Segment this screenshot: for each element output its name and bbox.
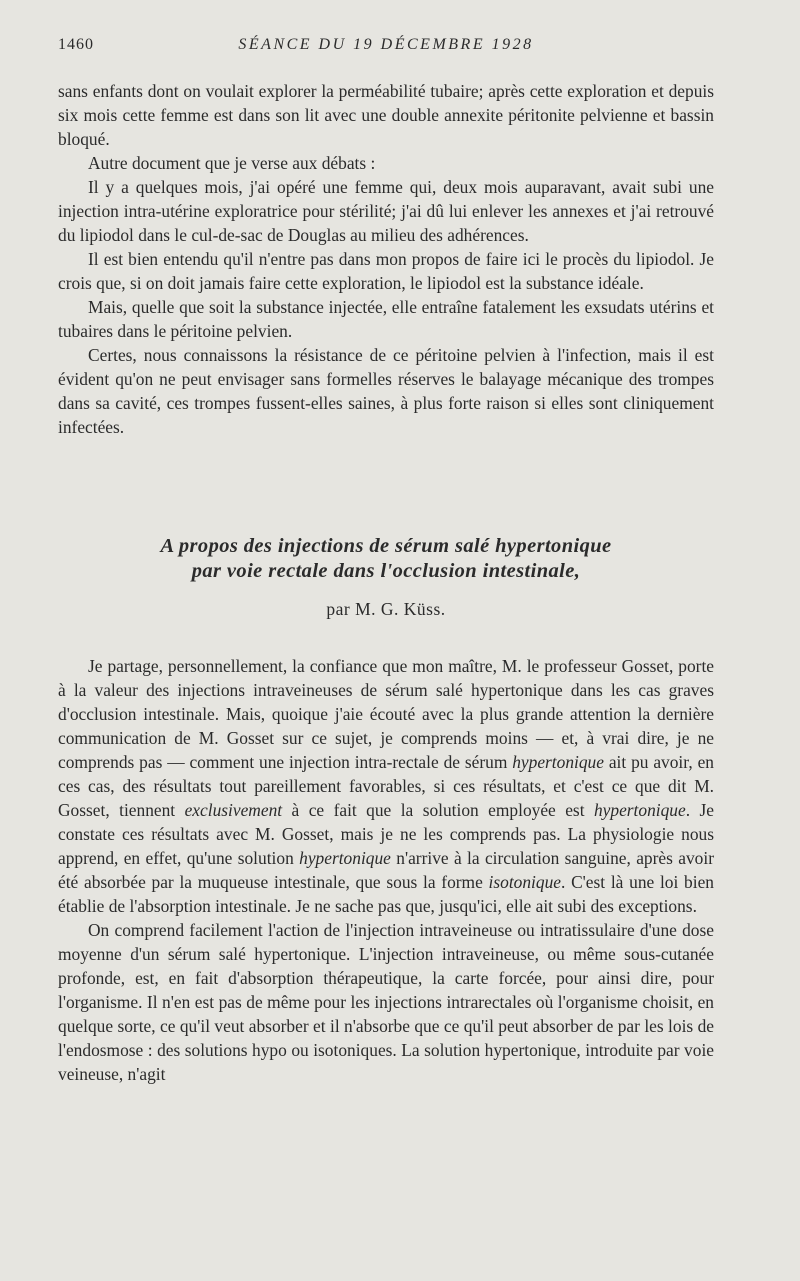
text-run: ait pu avoir, en ces cas, des résultats tout pareillement favorables, si ces résultats, et c'est ce que dit M. Gosset, tiennent	[58, 752, 714, 820]
paragraph: On comprend facilement l'action de l'injection intraveineuse ou intratissulaire d'une dose moyenne d'un sérum salé hypertonique. L'injection intraveineuse, ou même sous-cutanée profonde, est, en fait d'absorption thérapeutique, la carte forcée, pour ainsi dire, pour l'organisme. Il n'en est pas de même pour les injections intrarectales où l'organisme choisit, en quelque sorte, ce qu'il veut absorber et il n'absorbe que ce qu'il peut absorber de par les lois de l'endosmose : des solutions hypo ou isotoniques. La solution hypertonique, introduite par voie veineuse, n'agit	[58, 920, 714, 1084]
text-run: à ce fait que la solution employée est	[282, 800, 594, 820]
text-run: n'arrive à la circulation sanguine, après avoir été absorbée par la muqueuse intestinale, que sous la forme	[58, 848, 714, 892]
article-byline: par M. G. Küss.	[326, 599, 446, 619]
page-header	[58, 36, 714, 58]
emphasis: hypertonique	[593, 800, 686, 820]
article-body	[58, 654, 714, 1086]
article-title-line: A propos des injections de sérum salé hypertonique	[160, 535, 612, 557]
paragraph: Autre document que je verse aux débats :	[88, 153, 376, 173]
article-title-line: par voie rectale dans l'occlusion intestinale,	[191, 560, 581, 582]
paragraph: Il y a quelques mois, j'ai opéré une femme qui, deux mois auparavant, avait subi une injection intra-utérine exploratrice pour stérilité; j'ai dû lui enlever les annexes et j'ai retrouvé du lipiodol dans le cul-de-sac de Douglas au milieu des adhérences.	[58, 177, 714, 245]
paragraph: sans enfants dont on voulait explorer la perméabilité tubaire; après cette exploration et depuis six mois cette femme est dans son lit avec une double annexite péritonite pelvienne et bassin bloqué.	[58, 81, 714, 149]
text-run: Je partage, personnellement, la confiance que mon maître, M. le professeur Gosset, porte à la valeur des injections intraveineuses de sérum salé hypertonique dans les cas graves d'occlusion intestinale. Mais, quoique j'aie écouté avec la plus grande attention la dernière communication de M. Gosset sur ce sujet, je comprends moins — et, à vrai dire, je ne comprends pas — comment une injection intra-rectale de sérum	[58, 656, 714, 772]
text-run: . Je constate ces résultats avec M. Gosset, mais je ne les comprends pas. La physiologie nous apprend, en effet, qu'une solution	[58, 800, 714, 868]
running-title: SÉANCE DU 19 DÉCEMBRE 1928	[238, 36, 534, 53]
emphasis: hypertonique	[299, 848, 391, 868]
previous-section-text	[58, 79, 714, 439]
paragraph: Certes, nous connaissons la résistance de ce péritoine pelvien à l'infection, mais il est évident qu'on ne peut envisager sans formelles réserves le balayage mécanique des trompes dans sa cavité, ces trompes fussent-elles saines, à plus forte raison si elles sont cliniquement infectées.	[58, 345, 714, 437]
page-number: 1460	[58, 36, 94, 53]
emphasis: exclusivement	[184, 800, 283, 820]
emphasis: isotonique	[488, 872, 561, 892]
paragraph: Mais, quelle que soit la substance injectée, elle entraîne fatalement les exsudats utérins et tubaires dans le péritoine pelvien.	[58, 297, 714, 341]
emphasis: hypertonique	[512, 752, 604, 772]
paragraph	[58, 654, 714, 918]
paragraph: Il est bien entendu qu'il n'entre pas dans mon propos de faire ici le procès du lipiodol. Je crois que, si on doit jamais faire cette exploration, le lipiodol est la substance idéale.	[58, 249, 714, 293]
text-run: . C'est là une loi bien établie de l'absorption intestinale. Je ne sache pas que, jusqu'ici, elle ait subi des exceptions.	[58, 872, 714, 916]
article-title	[58, 534, 714, 584]
